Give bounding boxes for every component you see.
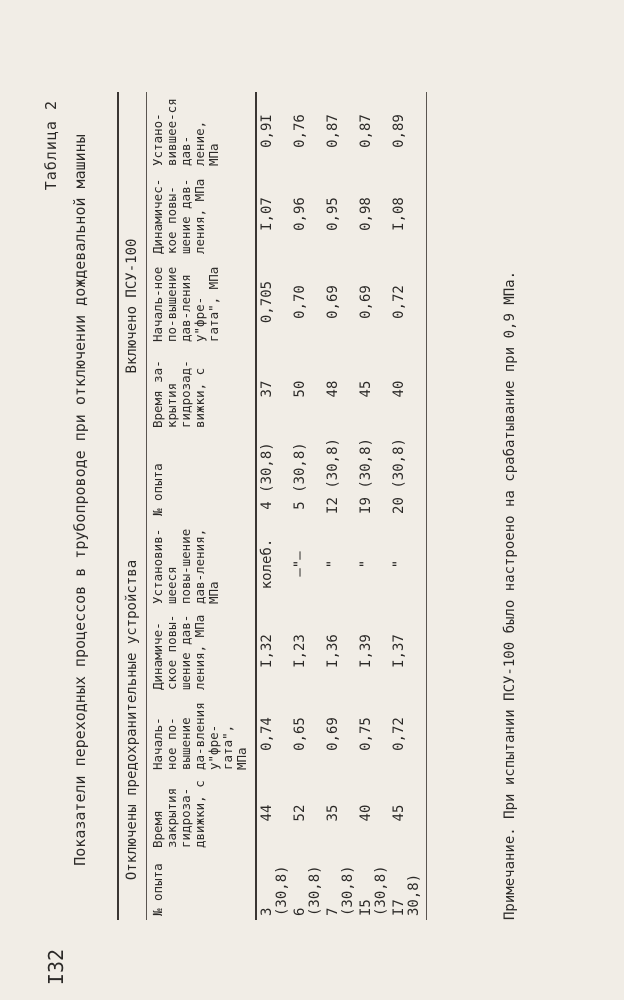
cell-e-time: 50: [292, 380, 308, 398]
cell-e-no: I2 (30,8): [325, 438, 341, 514]
cell-e-init: 0,70: [292, 285, 308, 319]
table-title: [70, 70, 90, 930]
cell-e-steady: 0,87: [325, 114, 341, 148]
cell-d-time: 52: [292, 804, 308, 822]
cell-d-init: 0,74: [259, 717, 275, 751]
cell-d-no: I5 (30,8): [358, 865, 389, 916]
col-steady-rise: Установив-шееся повы-шение дав-ления, МПа: [147, 520, 257, 608]
col-steady-rise-enabled: Устано-вившее-ся дав-ление, МПа: [147, 92, 257, 170]
table-row: [290, 92, 323, 920]
cell-e-dyn: I,07: [259, 197, 275, 231]
cell-d-steady: ": [325, 559, 341, 569]
cell-d-steady: ": [358, 559, 374, 569]
cell-d-steady: ": [389, 520, 427, 608]
cell-e-no: 20 (30,8): [389, 432, 427, 520]
cell-e-no: 4 (30,8): [259, 442, 275, 510]
table-row: [256, 92, 290, 920]
cell-e-dyn: 0,96: [292, 197, 308, 231]
col-exp-no: № опыта: [147, 852, 257, 920]
cell-e-init: 0,705: [259, 280, 275, 324]
cell-e-time: 45: [358, 380, 374, 398]
col-dynamic-rise-enabled: Динамичес-кое повы-шение дав-ления, МПа: [147, 170, 257, 258]
cell-d-time: 45: [389, 774, 427, 852]
rotated-page-content: [32, 70, 592, 930]
cell-e-time: 40: [389, 346, 427, 432]
col-closing-time-enabled: Время за-крытия гидрозад-вижки, с: [147, 346, 257, 432]
cell-d-time: 35: [325, 804, 341, 822]
transient-table: [117, 92, 427, 920]
col-initial-rise: Началь-ное по-вышение да-вления у"фре-гата", МПа: [147, 694, 257, 774]
cell-e-dyn: 0,98: [358, 197, 374, 231]
cell-d-init: 0,72: [389, 694, 427, 774]
title-line: Показатели переходных процессов в трубопроводе при отключении дождевальной машины: [71, 134, 89, 866]
cell-d-init: 0,65: [292, 717, 308, 751]
cell-d-dyn: I,23: [292, 634, 308, 668]
table-row: [323, 92, 356, 920]
group-header-enabled: Включено ПСУ-100: [118, 92, 147, 520]
cell-d-init: 0,75: [358, 717, 374, 751]
cell-d-time: 40: [358, 804, 374, 822]
cell-e-time: 48: [325, 380, 341, 398]
cell-d-no: 7 (30,8): [325, 865, 356, 916]
cell-d-init: 0,69: [325, 717, 341, 751]
cell-e-init: 0,69: [358, 285, 374, 319]
cell-e-dyn: I,08: [389, 170, 427, 258]
cell-e-steady: 0,89: [389, 92, 427, 170]
col-dynamic-rise: Динамиче-ское повы-шение дав-ления, МПа: [147, 608, 257, 694]
cell-d-no: 6 (30,8): [292, 865, 323, 916]
cell-d-time: 44: [259, 804, 275, 822]
cell-e-no: I9 (30,8): [358, 438, 374, 514]
table-note: Примечание. При испытании ПСУ-100 было настроено на срабатывание при 0,9 МПа.: [502, 270, 518, 920]
table-row: [389, 92, 427, 920]
table-row: [356, 92, 389, 920]
cell-d-dyn: I,36: [325, 634, 341, 668]
col-closing-time: Время закрытия гидроза-движки, с: [147, 774, 257, 852]
cell-e-steady: 0,76: [292, 114, 308, 148]
cell-e-time: 37: [259, 380, 275, 398]
cell-d-steady: колеб.: [259, 538, 275, 590]
cell-d-no: I7 30,8): [389, 852, 427, 920]
cell-e-steady: 0,87: [358, 114, 374, 148]
col-exp-no-enabled: № опыта: [147, 432, 257, 520]
cell-e-steady: 0,9I: [259, 114, 275, 148]
cell-d-dyn: I,39: [358, 634, 374, 668]
cell-d-no: 3 (30,8): [259, 865, 290, 916]
cell-e-no: 5 (30,8): [292, 442, 308, 510]
page-number: I32: [44, 948, 69, 986]
cell-d-dyn: I,37: [389, 608, 427, 694]
cell-e-dyn: 0,95: [325, 197, 341, 231]
cell-e-init: 0,72: [389, 258, 427, 346]
group-header-disabled: Отключены предохранительные устройства: [118, 520, 147, 920]
cell-d-steady: –"–: [292, 551, 308, 577]
cell-e-init: 0,69: [325, 285, 341, 319]
col-initial-rise-enabled: Началь-ное по-вышение дав-ления у"фре-гата", МПа: [147, 258, 257, 346]
table-label: Таблица 2: [42, 100, 60, 191]
cell-d-dyn: I,32: [259, 634, 275, 668]
